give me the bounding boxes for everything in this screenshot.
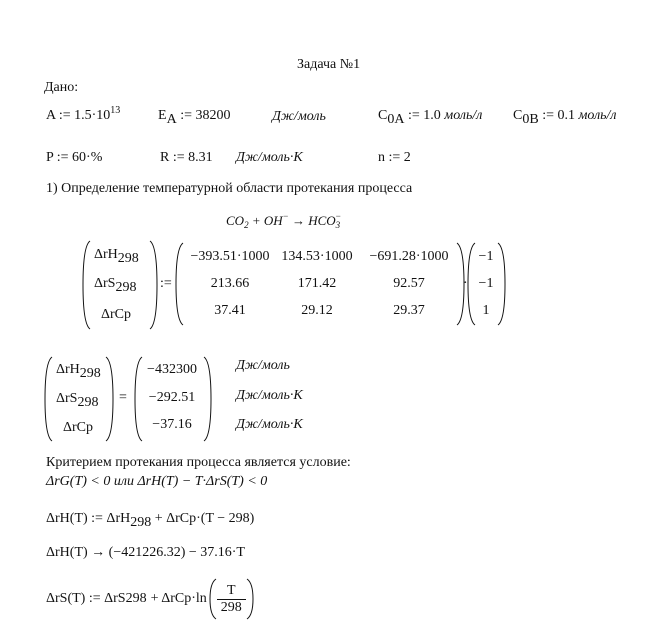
ln-fraction-numerator: T (226, 582, 236, 598)
reaction-oh: + OH (251, 213, 283, 228)
ln-fraction (217, 583, 246, 616)
label-vector-right-paren (148, 240, 158, 330)
param-EA-value: := 38200 (180, 108, 231, 123)
result-label-dCp: ΔrCp (63, 420, 94, 435)
coef-cell: 29.37 (393, 303, 425, 318)
label-dS-text: ΔrS (94, 276, 116, 291)
param-C0B-sub: 0B (522, 112, 539, 127)
equation-dH-rhs: + ΔrCp·(T − 298) (154, 511, 255, 526)
param-EA (158, 108, 231, 127)
label-vector-left-paren (82, 240, 92, 330)
coef-cell: −393.51·1000 (190, 249, 270, 264)
coef-cell: 92.57 (393, 276, 425, 291)
label-dH-text: ΔrH (94, 247, 118, 262)
section-heading: 1) Определение температурной области протекания процесса (46, 181, 413, 196)
equation-dS-rhs: + ΔrCp·ln (150, 591, 207, 606)
param-A-text: A := 1.5·10 (46, 108, 111, 123)
param-P: P := 60·% (46, 150, 103, 165)
multiply-operator: · (463, 276, 468, 291)
equation-dH-result: ΔrH(T) → (−421226.32) − 37.16·T (46, 545, 245, 560)
reaction-co2: CO (226, 213, 245, 228)
coef-cell: 37.41 (214, 303, 246, 318)
result-label-dS-text: ΔrS (56, 391, 78, 406)
equation-dH-lhs: ΔrH(T) := ΔrH (46, 511, 131, 526)
coef-cell: −691.28·1000 (369, 249, 449, 264)
stoich-cell: −1 (478, 276, 494, 291)
param-C0B-unit: моль/л (578, 108, 617, 123)
result-label-dH (56, 362, 101, 381)
param-C0B-value: := 0.1 (542, 108, 575, 123)
ln-right-paren (246, 578, 254, 620)
param-C0A-sub: 0A (387, 112, 405, 127)
ln-fraction-denominator: 298 (217, 599, 246, 616)
param-C0A-value: := 1.0 (407, 108, 441, 123)
param-n: n := 2 (378, 150, 411, 165)
param-EA-unit: Дж/моль (272, 109, 326, 124)
equation-dS-lhs: ΔrS(T) := ΔrS (46, 591, 126, 606)
criterion-text: Критерием протекания процесса является условие: (46, 455, 351, 470)
equation-dH-sub: 298 (130, 515, 152, 530)
label-dH (94, 247, 139, 266)
param-C0A (378, 108, 483, 127)
criterion-formula: ΔrG(T) < 0 или ΔrH(T) − T·ΔrS(T) < 0 (46, 474, 268, 489)
param-C0B (513, 108, 617, 127)
result-cell: −37.16 (152, 417, 192, 432)
coef-cell: 171.42 (297, 276, 337, 291)
equation-dH-definition (46, 511, 255, 530)
stoich-vector-right-paren (496, 242, 506, 326)
result-label-dS (56, 391, 99, 410)
result-label-right-paren (104, 356, 114, 442)
result-label-left-paren (44, 356, 54, 442)
param-EA-symbol: E (158, 108, 167, 123)
result-label-dH-sub: 298 (79, 366, 101, 381)
coef-cell: 134.53·1000 (281, 249, 353, 264)
param-C0A-unit: моль/л (444, 108, 483, 123)
ln-left-paren (209, 578, 217, 620)
equation-dS-definition: ΔrS(T) := ΔrS 298 + ΔrCp·ln $\frac{T}{298}$ (46, 578, 254, 620)
result-unit: Дж/моль·K (236, 417, 303, 432)
stoich-cell: 1 (482, 303, 490, 318)
label-dCp: ΔrCp (101, 307, 132, 322)
reaction-arrow-hco: → HCO (291, 213, 336, 228)
param-EA-sub: A (166, 112, 177, 127)
result-unit: Дж/моль·K (236, 388, 303, 403)
given-label: Дано: (44, 80, 79, 95)
reaction-hco-sub: 3 (335, 220, 341, 230)
label-dH-sub: 298 (117, 251, 139, 266)
label-dS (94, 276, 137, 295)
result-label-dS-sub: 298 (77, 395, 99, 410)
reaction-co2-sub: 2 (244, 220, 249, 230)
assign-operator: := (160, 276, 172, 291)
page-title: Задача №1 (297, 57, 361, 72)
param-A (46, 105, 121, 124)
param-A-exponent: 13 (110, 105, 121, 116)
coef-cell: 213.66 (210, 276, 250, 291)
reaction-hco-charge: − (335, 211, 342, 221)
result-label-dH-text: ΔrH (56, 362, 80, 377)
result-cell: −432300 (147, 362, 197, 377)
label-dS-sub: 298 (115, 280, 137, 295)
reaction-oh-charge: − (282, 211, 289, 221)
coef-cell: 29.12 (301, 303, 333, 318)
param-R-unit: Дж/моль·K (236, 150, 303, 165)
equals-operator: = (119, 390, 127, 405)
param-C0B-symbol: C (513, 108, 523, 123)
param-C0A-symbol: C (378, 108, 388, 123)
result-cell: −292.51 (148, 390, 196, 405)
result-vector-right-paren (202, 356, 212, 442)
reaction-equation (226, 213, 341, 229)
result-unit: Дж/моль (236, 358, 290, 373)
stoich-cell: −1 (478, 249, 494, 264)
param-R: R := 8.31 (160, 150, 213, 165)
